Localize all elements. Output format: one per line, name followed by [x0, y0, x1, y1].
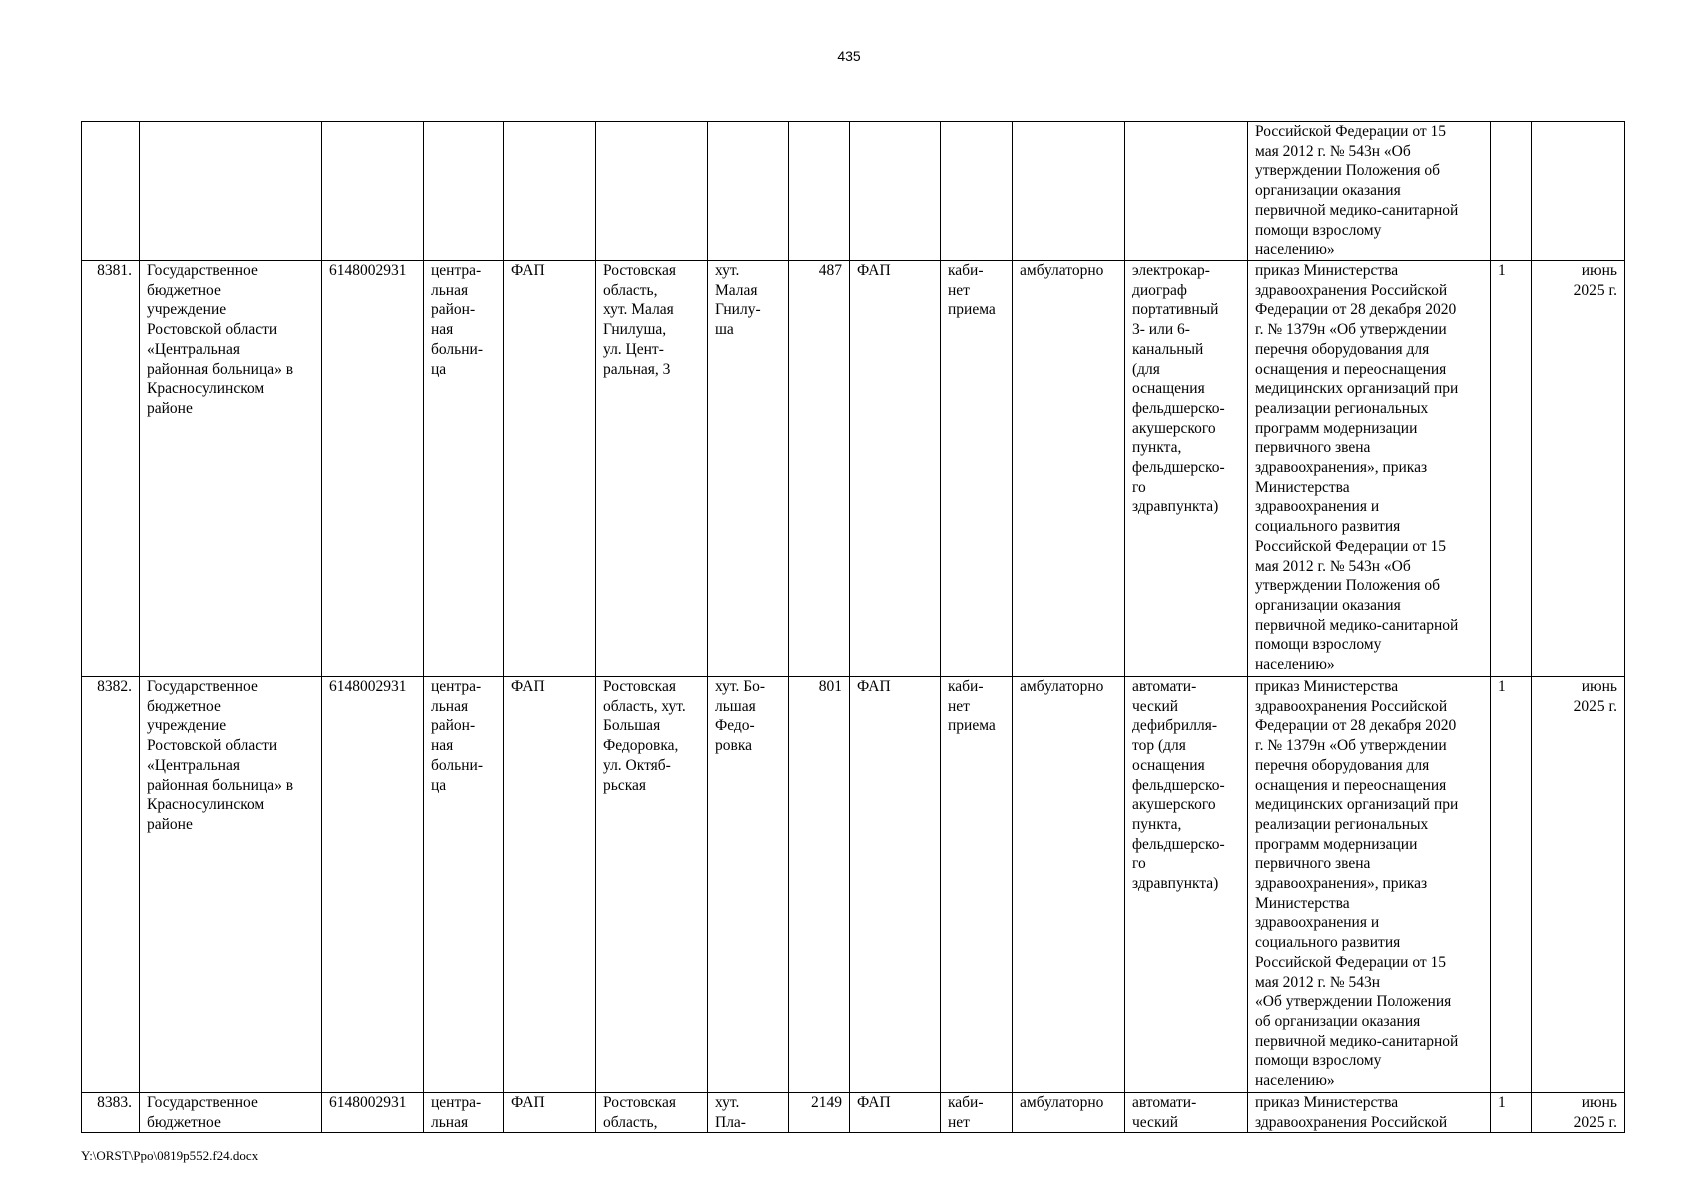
cell-subunit: ФАП — [850, 677, 941, 1093]
cell-address: Ростовская область, хут. Малая Гнилуша, ул. Цент- ральная, 3 — [596, 261, 708, 677]
cell-org-type: центра- льная — [424, 1093, 504, 1133]
cell-unit: ФАП — [504, 1093, 596, 1133]
cell-org: Государственное бюджетное учреждение Ростовской области «Центральная районная больница» в Красносулинском районе — [140, 261, 322, 677]
cell-subunit — [850, 122, 941, 261]
cell-qty — [1491, 122, 1532, 261]
cell-unit: ФАП — [504, 261, 596, 677]
cell-org-type: центра- льная район- ная больни- ца — [424, 261, 504, 677]
cell-date: июнь 2025 г. — [1532, 1093, 1625, 1133]
cell-date — [1532, 122, 1625, 261]
table-row — [82, 261, 1625, 677]
table-row — [82, 677, 1625, 1093]
cell-num: 8381. — [82, 261, 140, 677]
cell-locality: хут. Бо- льшая Федо- ровка — [708, 677, 789, 1093]
cell-room: каби- нет приема — [941, 261, 1013, 677]
cell-unit — [504, 122, 596, 261]
cell-num: 8383. — [82, 1093, 140, 1133]
cell-room: каби- нет — [941, 1093, 1013, 1133]
cell-care-form: амбулаторно — [1013, 677, 1125, 1093]
cell-inn: 6148002931 — [322, 1093, 424, 1133]
cell-date: июнь 2025 г. — [1532, 261, 1625, 677]
cell-legal-basis: приказ Министерства здравоохранения Российской Федерации от 28 декабря 2020 г. № 1379н «Об утверждении перечня оборудования для оснащения и переоснащения медицинских организаций при реализации региональных программ модернизации первичного звена здравоохранения», приказ Министерства здравоохранения и социального развития Российской Федерации от 15 мая 2012 г. № 543н «Об утверждении Положения об организации оказания первичной медико-санитарной помощи взрослому населению» — [1248, 677, 1491, 1093]
cell-address: Ростовская область, хут. Большая Федоровка, ул. Октяб- рьская — [596, 677, 708, 1093]
cell-locality: хут. Пла- — [708, 1093, 789, 1133]
cell-population — [789, 122, 850, 261]
cell-inn: 6148002931 — [322, 677, 424, 1093]
cell-legal-basis: Российской Федерации от 15 мая 2012 г. № 543н «Об утверждении Положения об организации оказания первичной медико-санитарной помощи взрослому населению» — [1248, 122, 1491, 261]
cell-org: Государственное бюджетное — [140, 1093, 322, 1133]
cell-org-type: центра- льная район- ная больни- ца — [424, 677, 504, 1093]
footer-file-path: Y:\ORST\Ppo\0819p552.f24.docx — [81, 1148, 259, 1163]
cell-care-form — [1013, 122, 1125, 261]
cell-inn — [322, 122, 424, 261]
equipment-table — [81, 121, 1625, 1133]
page-number: 435 — [837, 48, 861, 64]
cell-address: Ростовская область, — [596, 1093, 708, 1133]
cell-org-type — [424, 122, 504, 261]
cell-population: 487 — [789, 261, 850, 677]
cell-date: июнь 2025 г. — [1532, 677, 1625, 1093]
table-row — [82, 1093, 1625, 1133]
cell-org: Государственное бюджетное учреждение Ростовской области «Центральная районная больница» в Красносулинском районе — [140, 677, 322, 1093]
cell-equipment: автомати- ческий — [1125, 1093, 1248, 1133]
cell-care-form: амбулаторно — [1013, 1093, 1125, 1133]
cell-population: 801 — [789, 677, 850, 1093]
cell-subunit: ФАП — [850, 1093, 941, 1133]
cell-org — [140, 122, 322, 261]
cell-num: 8382. — [82, 677, 140, 1093]
cell-equipment — [1125, 122, 1248, 261]
cell-locality: хут. Малая Гнилу- ша — [708, 261, 789, 677]
cell-num — [82, 122, 140, 261]
cell-locality — [708, 122, 789, 261]
cell-subunit: ФАП — [850, 261, 941, 677]
cell-unit: ФАП — [504, 677, 596, 1093]
cell-equipment: электрокар- диограф портативный 3- или 6- канальный (для оснащения фельдшерско- акушерского пункта, фельдшерско- го здравпункта) — [1125, 261, 1248, 677]
cell-equipment: автомати- ческий дефибрилля- тор (для оснащения фельдшерско- акушерского пункта, фельдшерско- го здравпункта) — [1125, 677, 1248, 1093]
cell-address — [596, 122, 708, 261]
cell-qty: 1 — [1491, 1093, 1532, 1133]
cell-qty: 1 — [1491, 261, 1532, 677]
cell-legal-basis: приказ Министерства здравоохранения Российской — [1248, 1093, 1491, 1133]
cell-room — [941, 122, 1013, 261]
cell-qty: 1 — [1491, 677, 1532, 1093]
cell-inn: 6148002931 — [322, 261, 424, 677]
table-row-continuation — [82, 122, 1625, 261]
cell-room: каби- нет приема — [941, 677, 1013, 1093]
cell-care-form: амбулаторно — [1013, 261, 1125, 677]
cell-legal-basis: приказ Министерства здравоохранения Российской Федерации от 28 декабря 2020 г. № 1379н «Об утверждении перечня оборудования для оснащения и переоснащения медицинских организаций при реализации региональных программ модернизации первичного звена здравоохранения», приказ Министерства здравоохранения и социального развития Российской Федерации от 15 мая 2012 г. № 543н «Об утверждении Положения об организации оказания первичной медико-санитарной помощи взрослому населению» — [1248, 261, 1491, 677]
cell-population: 2149 — [789, 1093, 850, 1133]
